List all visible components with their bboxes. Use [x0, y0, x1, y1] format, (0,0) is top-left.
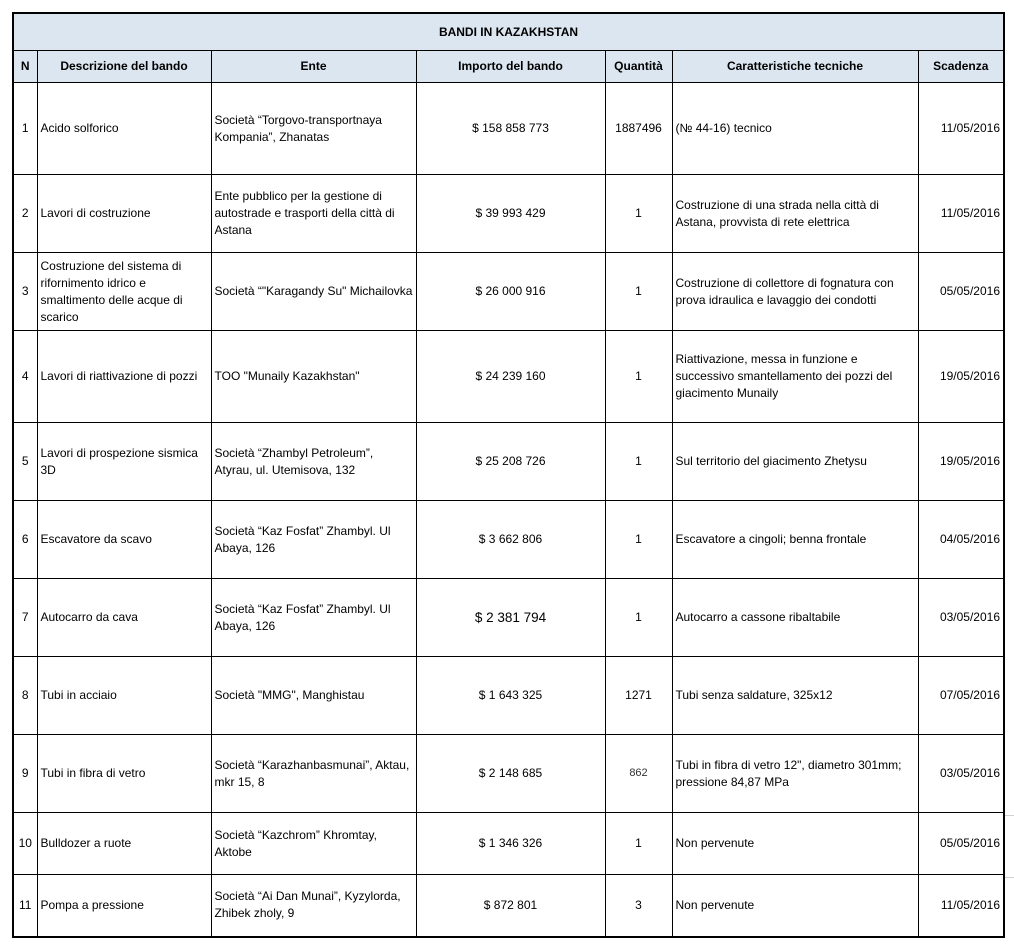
- cell-descrizione: Acido solforico: [37, 83, 211, 175]
- cell-quantita: 1271: [605, 657, 672, 735]
- cell-caratteristiche: Tubi senza saldature, 325x12: [672, 657, 918, 735]
- cell-ente: Società “"Karagandy Su" Michailovka: [211, 253, 416, 331]
- cell-scadenza: 07/05/2016: [918, 657, 1004, 735]
- cell-caratteristiche: Non pervenute: [672, 813, 918, 875]
- cell-n: 5: [13, 423, 37, 501]
- cell-importo: $ 3 662 806: [416, 501, 605, 579]
- cell-ente: TOO "Munaily Kazakhstan": [211, 331, 416, 423]
- cell-descrizione: Bulldozer a ruote: [37, 813, 211, 875]
- table-row: [13, 501, 1004, 579]
- cell-ente: Società “Zhambyl Petroleum”, Atyrau, ul. Utemisova, 132: [211, 423, 416, 501]
- table-row: [13, 331, 1004, 423]
- cell-quantita: 1: [605, 813, 672, 875]
- cell-caratteristiche: Tubi in fibra di vetro 12", diametro 301mm; pressione 84,87 MPa: [672, 735, 918, 813]
- cell-ente: Società “Karazhanbasmunai”, Aktau, mkr 15, 8: [211, 735, 416, 813]
- cell-ente: Società "MMG", Manghistau: [211, 657, 416, 735]
- cell-importo: $ 25 208 726: [416, 423, 605, 501]
- cell-importo: $ 158 858 773: [416, 83, 605, 175]
- header-caratteristiche: Caratteristiche tecniche: [672, 51, 918, 83]
- table-row: [13, 83, 1004, 175]
- cell-ente: Società “Kaz Fosfat” Zhambyl. Ul Abaya, 126: [211, 579, 416, 657]
- header-descrizione: Descrizione del bando: [37, 51, 211, 83]
- header-importo: Importo del bando: [416, 51, 605, 83]
- cell-scadenza: 19/05/2016: [918, 423, 1004, 501]
- cell-n: 10: [13, 813, 37, 875]
- cell-n: 9: [13, 735, 37, 813]
- cell-descrizione: Pompa a pressione: [37, 875, 211, 937]
- cell-caratteristiche: Non pervenute: [672, 875, 918, 937]
- tenders-table: [12, 12, 1005, 938]
- table-title: BANDI IN KAZAKHSTAN: [13, 13, 1004, 51]
- cell-scadenza: 19/05/2016: [918, 331, 1004, 423]
- cell-n: 1: [13, 83, 37, 175]
- cell-ente: Società “Kazchrom” Khromtay, Aktobe: [211, 813, 416, 875]
- cell-caratteristiche: Costruzione di una strada nella città di Astana, provvista di rete elettrica: [672, 175, 918, 253]
- cell-importo: $ 39 993 429: [416, 175, 605, 253]
- table-row: [13, 423, 1004, 501]
- cell-importo: $ 2 381 794: [416, 579, 605, 657]
- cell-scadenza: 05/05/2016: [918, 253, 1004, 331]
- cell-scadenza: 11/05/2016: [918, 875, 1004, 937]
- table-row: [13, 579, 1004, 657]
- cell-n: 7: [13, 579, 37, 657]
- cell-scadenza: 04/05/2016: [918, 501, 1004, 579]
- cell-caratteristiche: Costruzione di collettore di fognatura con prova idraulica e lavaggio dei condotti: [672, 253, 918, 331]
- cell-descrizione: Lavori di costruzione: [37, 175, 211, 253]
- cell-descrizione: Autocarro da cava: [37, 579, 211, 657]
- cell-descrizione: Tubi in acciaio: [37, 657, 211, 735]
- cell-caratteristiche: Autocarro a cassone ribaltabile: [672, 579, 918, 657]
- cell-importo: $ 1 643 325: [416, 657, 605, 735]
- cell-quantita: 1: [605, 175, 672, 253]
- header-quantita: Quantità: [605, 51, 672, 83]
- cell-quantita: 862: [605, 735, 672, 813]
- cell-caratteristiche: Riattivazione, messa in funzione e successivo smantellamento dei pozzi del giacimento Munaily: [672, 331, 918, 423]
- cell-scadenza: 03/05/2016: [918, 735, 1004, 813]
- cell-ente: Società “Kaz Fosfat” Zhambyl. Ul Abaya, 126: [211, 501, 416, 579]
- cell-scadenza: 11/05/2016: [918, 83, 1004, 175]
- table-row: [13, 735, 1004, 813]
- cell-descrizione: Lavori di prospezione sismica 3D: [37, 423, 211, 501]
- cell-quantita: 3: [605, 875, 672, 937]
- cell-descrizione: Tubi in fibra di vetro: [37, 735, 211, 813]
- cell-n: 8: [13, 657, 37, 735]
- cell-ente: Ente pubblico per la gestione di autostrade e trasporti della città di Astana: [211, 175, 416, 253]
- cell-importo: $ 1 346 326: [416, 813, 605, 875]
- cell-importo: $ 2 148 685: [416, 735, 605, 813]
- cell-n: 3: [13, 253, 37, 331]
- cell-quantita: 1: [605, 501, 672, 579]
- cell-quantita: 1: [605, 423, 672, 501]
- table-row: [13, 253, 1004, 331]
- cell-ente: Società “Ai Dan Munai”, Kyzylorda, Zhibek zholy, 9: [211, 875, 416, 937]
- cell-descrizione: Lavori di riattivazione di pozzi: [37, 331, 211, 423]
- table-row: [13, 875, 1004, 937]
- cell-importo: $ 24 239 160: [416, 331, 605, 423]
- cell-n: 4: [13, 331, 37, 423]
- table-row: [13, 813, 1004, 875]
- cell-descrizione: Costruzione del sistema di rifornimento idrico e smaltimento delle acque di scarico: [37, 253, 211, 331]
- cell-importo: $ 26 000 916: [416, 253, 605, 331]
- cell-ente: Società “Torgovo-transportnaya Kompania”, Zhanatas: [211, 83, 416, 175]
- cell-descrizione: Escavatore da scavo: [37, 501, 211, 579]
- cell-caratteristiche: Sul territorio del giacimento Zhetysu: [672, 423, 918, 501]
- cell-scadenza: 03/05/2016: [918, 579, 1004, 657]
- cell-quantita: 1: [605, 579, 672, 657]
- cell-n: 11: [13, 875, 37, 937]
- cell-caratteristiche: Escavatore a cingoli; benna frontale: [672, 501, 918, 579]
- cell-scadenza: 11/05/2016: [918, 175, 1004, 253]
- cell-quantita: 1887496: [605, 83, 672, 175]
- cell-quantita: 1: [605, 331, 672, 423]
- cell-n: 6: [13, 501, 37, 579]
- table-row: [13, 657, 1004, 735]
- header-n: N: [13, 51, 37, 83]
- cell-importo: $ 872 801: [416, 875, 605, 937]
- cell-n: 2: [13, 175, 37, 253]
- cell-caratteristiche: (№ 44-16) tecnico: [672, 83, 918, 175]
- cell-quantita: 1: [605, 253, 672, 331]
- header-scadenza: Scadenza: [918, 51, 1004, 83]
- header-ente: Ente: [211, 51, 416, 83]
- cell-scadenza: 05/05/2016: [918, 813, 1004, 875]
- table-row: [13, 175, 1004, 253]
